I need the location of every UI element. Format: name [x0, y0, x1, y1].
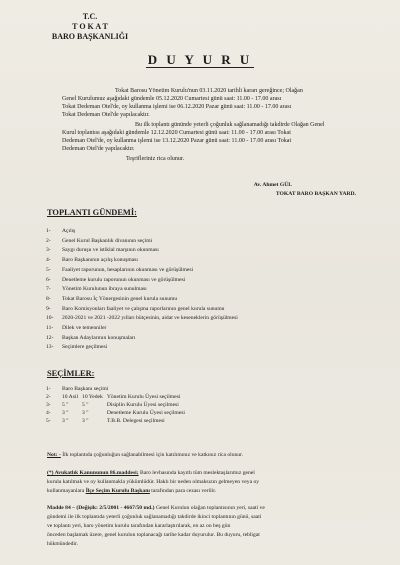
agenda-item: 1- Açılış	[46, 228, 76, 234]
note	[47, 452, 243, 458]
article-line-5: hükmündedir.	[47, 541, 78, 547]
agenda-item: 7- Yönetim Kurulunun ibraya sunulması	[46, 286, 147, 293]
header-line-baro: BARO BAŞKANLIĞI	[51, 32, 129, 41]
header-line-tokat: T O K A T	[72, 22, 108, 31]
agenda-item: 10- 2020-2021 ve 2021 -2022 yılları bütçesinin, aidat ve keseneklerin görüşülmesi	[46, 315, 238, 322]
agenda-item: 3- Saygı duruşu ve istiklal marşının okunması	[46, 247, 159, 254]
agenda-item: 11- Dilek ve temenniler	[46, 325, 107, 332]
law-line-1: (*) Avukatlık Kanununun 86.maddesi; Baro levhasında kayıtlı tüm meslektaşlarımız genel	[47, 470, 255, 476]
agenda-item: 2- Genel Kurul Başkanlık divanının seçimi	[46, 237, 153, 244]
law-line-2: kurula katılmak ve oy kullanmakla yükümlüdür. Haklı bir neden olmaksızın gelmeyen veya oy	[47, 479, 260, 485]
p1-line-2: Genel Kurulumuz aşağıdaki gündemle 05.12.2020 Cumartesi günü saat: 11.00 - 17.00 arası	[62, 96, 282, 102]
signature-title: TOKAT BARO BAŞKAN YARD.	[275, 191, 356, 197]
p2-line-3: Dedeman Otel'de, oy kullanma işlemi ise 13.12.2020 Pazar günü saat: 11.00 - 17.00 arası Tokat	[62, 138, 292, 144]
agenda-item: 4- Baro Başkanının açılış konuşması	[46, 257, 138, 264]
table-row: 4- 3 " 3 " Denetleme Kurulu Üyesi seçilmesi	[46, 410, 185, 416]
table-row: 1- Baro Başkanı seçimi	[46, 386, 109, 392]
p1-line-1: Tokat Barosu Yönetim Kurulu'nun 03.11.2020 tarihli kararı gereğince; Olağan	[115, 88, 303, 94]
elections-table	[46, 385, 189, 425]
article-label: Madde 84 – (Değişik: 2/5/2001 - 4667/50 md.)	[47, 505, 155, 511]
article-line-3: ve toplantı yeri, baro yönetim kurulu tarafından kararlaştırılarak, en az on beş gün	[47, 523, 231, 529]
agenda-item: 12- Başkan Adaylarının konuşmaları	[46, 334, 136, 341]
signature-name: Av. Ahmet GÜL	[253, 182, 292, 188]
p2-line-4: Dedeman Otel'de yapılacaktır.	[62, 146, 135, 152]
agenda-heading: TOPLANTI GÜNDEMİ:	[47, 208, 137, 217]
law-emphasis: İlçe Seçim Kurulu Başkanı	[85, 488, 150, 494]
header-line-tc: T.C.	[82, 12, 98, 21]
agenda-item: 6- Denetleme kurulu raporunun okunması ve görüşülmesi	[46, 276, 186, 283]
article-line-4: önceden başlamak üzere, genel kurulun toplanacağı tarihe kadar duyurulur. Bu duyuru, tebligat	[47, 532, 260, 538]
table-row: 3- 5 " 5 " Disiplin Kurulu Üyesi seçilmesi	[46, 402, 179, 408]
p2-line-2: Kurul toplantısı aşağıdaki gündemle 12.12.2020 Cumartesi günü saat: 11.00 - 17.00 arası Tokat	[62, 130, 291, 136]
p2-line-1: Bu ilk toplantı gününde yeterli çoğunluk sağlanamadığı takdirde Olağan Genel	[135, 122, 325, 128]
agenda-item: 5- Faaliyet raporunun, hesaplarının okunması ve görüşülmesi	[46, 266, 194, 273]
article-line-2: gündemi ile ilk toplantıda yeterli çoğunluk sağlanamadığı takdirde ikinci toplantının günü, saati	[47, 514, 262, 520]
closing-line: Teşrifleriniz rica olunur.	[126, 156, 185, 162]
article-line-1: Madde 84 – (Değişik: 2/5/2001 - 4667/50 md.) Genel Kurulun olağan toplantısının yeri, saati ve	[47, 505, 265, 511]
agenda-item: 8- Tokat Barosu İç Yönergesinin genel kurula sunumu	[46, 295, 178, 302]
note-text: İlk toplantıda çoğunluğun sağlanabilmesi için katılımınız ve katkınız rica olunur.	[62, 452, 244, 458]
agenda-item: 9- Baro Komisyonları faaliyet ve çalışma raporlarının genel kurula sunumu	[46, 305, 225, 312]
p1-line-3: Tokat Dedeman Otel'de, oy kullanma işlemi ise 06.12.2020 Pazar günü saat: 11.00 - 17.00 arası	[62, 104, 292, 110]
p1-line-4: Tokat Dedeman Otel'de yapılacaktır.	[62, 112, 150, 118]
table-row: 5- 3 " 3 " T.B.B. Delegesi seçilmesi	[46, 418, 165, 424]
agenda-item: 13- Seçimlere geçilmesi	[46, 344, 108, 351]
law-line-3: kullanmayanlara İlçe Seçim Kurulu Başkanı tarafından para cezası verilir.	[47, 488, 217, 494]
table-row: 2- 10 Asil 10 Yedek Yönetim Kurulu Üyesi seçilmesi	[46, 394, 181, 400]
law-label: (*) Avukatlık Kanununun 86.maddesi;	[47, 470, 139, 476]
page-title: D U Y U R U	[147, 52, 253, 67]
agenda-list	[46, 227, 366, 353]
note-label: Not: -	[47, 452, 61, 458]
elections-heading: SEÇİMLER:	[47, 369, 95, 378]
